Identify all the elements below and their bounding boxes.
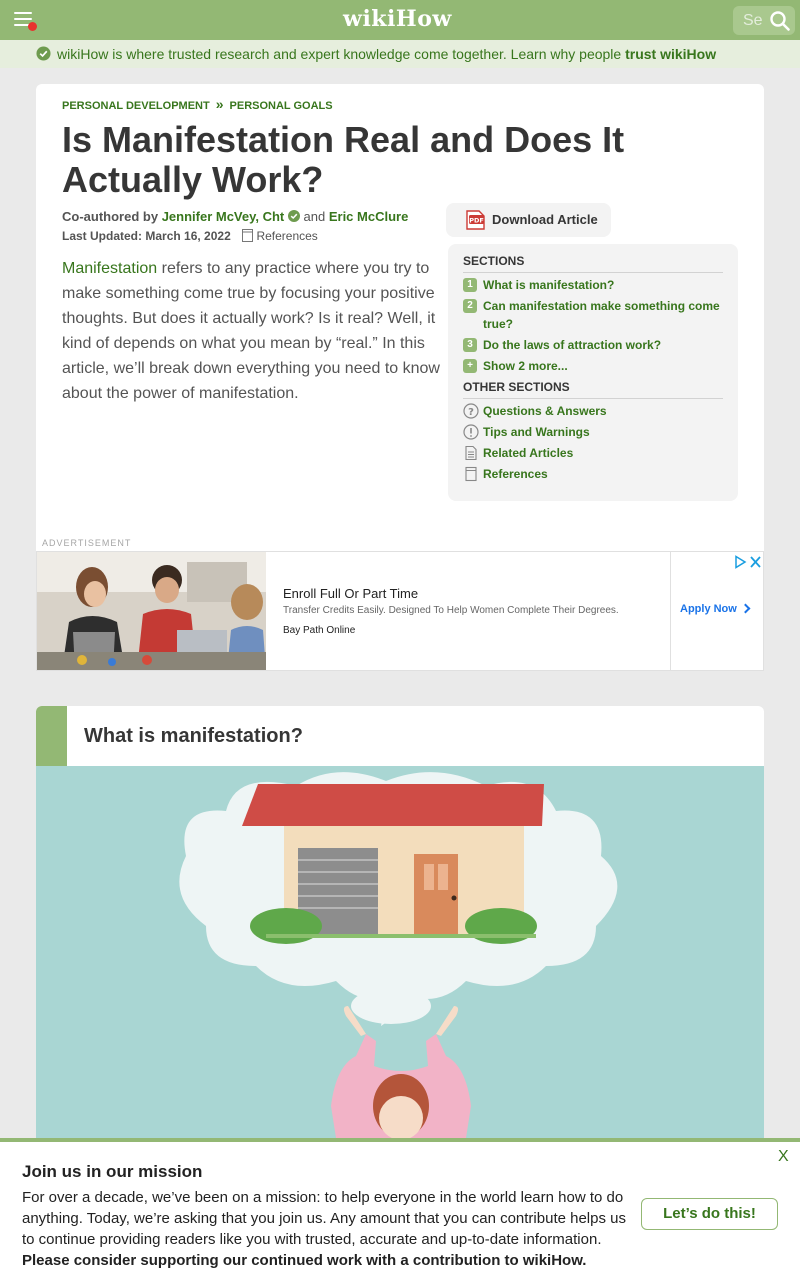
last-updated [62,229,318,243]
banner-title: Join us in our mission [22,1162,203,1181]
close-icon[interactable]: X [778,1148,789,1165]
svg-text:PDF: PDF [469,216,484,225]
advertisement[interactable] [36,551,764,671]
references-link[interactable]: References [256,229,318,243]
page-title: Is Manifestation Real and Does It Actually Work? [62,119,625,200]
author-link-1[interactable]: Jennifer McVey, Cht [161,209,285,224]
toc-item-laws-of-attraction[interactable] [463,336,728,354]
author-link-2[interactable]: Eric McClure [328,209,409,224]
toc-item-label: Related Articles [483,446,574,460]
toc-number-badge: 2 [463,299,477,313]
svg-text:?: ? [468,407,474,418]
banner-bold-text: Please consider supporting our continued work with a contribution to wikiHow. [22,1252,587,1269]
download-article-button[interactable] [446,203,611,237]
references-icon [242,229,253,242]
ad-description: Transfer Credits Easily. Designed To Help Women Complete Their Degrees. [283,605,619,616]
ad-brand: Bay Path Online [283,625,356,636]
trust-link[interactable]: trust wikiHow [625,46,717,62]
toc-related-articles[interactable] [463,444,728,462]
toc-tips-warnings[interactable] [463,423,728,441]
expert-verified-icon [288,210,300,222]
ad-divider [670,552,671,670]
coauthored-label: Co-authored by [62,209,159,224]
intro-text: refers to any practice where you try to make something come true by focusing your positive thoughts. But does it actually work? Is it real? Well, it kind of depends on what you mean by “real.” In this article, we’ll break down everything you need to know about the power of manifestation. [62,260,440,402]
toc-item-what-is-manifestation[interactable] [463,276,728,294]
breadcrumb-separator: » [215,96,224,112]
article-intro-card [36,84,764,536]
question-icon [463,403,479,419]
mission-banner [0,1138,800,1280]
divider [463,272,723,273]
byline [62,209,408,224]
breadcrumb [62,96,333,112]
toc-number-badge: 1 [463,278,477,292]
wikihow-logo[interactable] [343,6,452,32]
ad-choices-icon[interactable] [734,555,762,569]
logo-text-wiki: wiki [343,6,396,32]
toc-item-label: Tips and Warnings [483,425,590,439]
section-header [36,706,764,766]
search-box[interactable] [733,6,795,35]
toc-questions-answers[interactable] [463,402,728,420]
pdf-icon [463,208,487,232]
toc-item-label: Questions & Answers [483,404,607,418]
toc-references[interactable] [463,465,728,483]
search-input[interactable]: Se [743,12,763,29]
contribute-button[interactable]: Let’s do this! [641,1198,778,1230]
search-icon[interactable] [769,10,791,32]
section-accent-bar [36,706,67,766]
updated-date: March 16, 2022 [145,229,231,243]
toc-item-can-manifestation[interactable] [463,297,728,333]
intro-paragraph [62,256,442,406]
trust-bar [0,40,800,68]
references-icon [463,466,479,482]
toc-item-label: Do the laws of attraction work? [483,338,662,352]
other-sections-heading: OTHER SECTIONS [463,380,570,394]
top-bar [0,0,800,40]
chevron-right-icon [740,604,750,614]
toc-item-label: Show 2 more... [483,359,568,373]
plus-icon: + [463,359,477,373]
toc-show-more[interactable] [463,357,728,375]
toc-item-label: Can manifestation make something come true? [483,299,720,331]
ad-image[interactable] [37,552,266,670]
breadcrumb-personal-development[interactable]: PERSONAL DEVELOPMENT [62,100,210,112]
advertisement-label: ADVERTISEMENT [36,536,764,551]
sections-heading: SECTIONS [463,254,525,268]
manifestation-link[interactable]: Manifestation [62,260,158,277]
ad-cta-label: Apply Now [680,603,737,615]
notification-dot [28,22,37,31]
toc-item-label: What is manifestation? [483,278,615,292]
breadcrumb-personal-goals[interactable]: PERSONAL GOALS [229,100,333,112]
updated-label: Last Updated: [62,229,143,243]
ad-title[interactable]: Enroll Full Or Part Time [283,586,419,601]
banner-body: For over a decade, we’ve been on a mission: to help everyone in the world learn how to do anything. Today, we’re asking that you join us. Any amount that you can contribute helps us to continue providing readers like you with trusted, accurate and up-to-date information. [22,1189,626,1248]
warning-icon [463,424,479,440]
section-illustration[interactable] [36,766,764,1138]
verified-check-icon [36,46,51,61]
document-icon [463,445,479,461]
banner-text [22,1187,632,1271]
toc-item-label: References [483,467,548,481]
divider [463,398,723,399]
toc-number-badge: 3 [463,338,477,352]
logo-text-how: How [395,6,452,32]
trust-text: wikiHow is where trusted research and expert knowledge come together. Learn why people [57,46,626,62]
section-title: What is manifestation? [84,725,303,747]
table-of-contents [448,244,738,501]
ad-apply-button[interactable] [680,603,749,615]
download-article-label: Download Article [492,212,598,227]
and-text: and [303,209,326,224]
trust-message [57,46,716,62]
